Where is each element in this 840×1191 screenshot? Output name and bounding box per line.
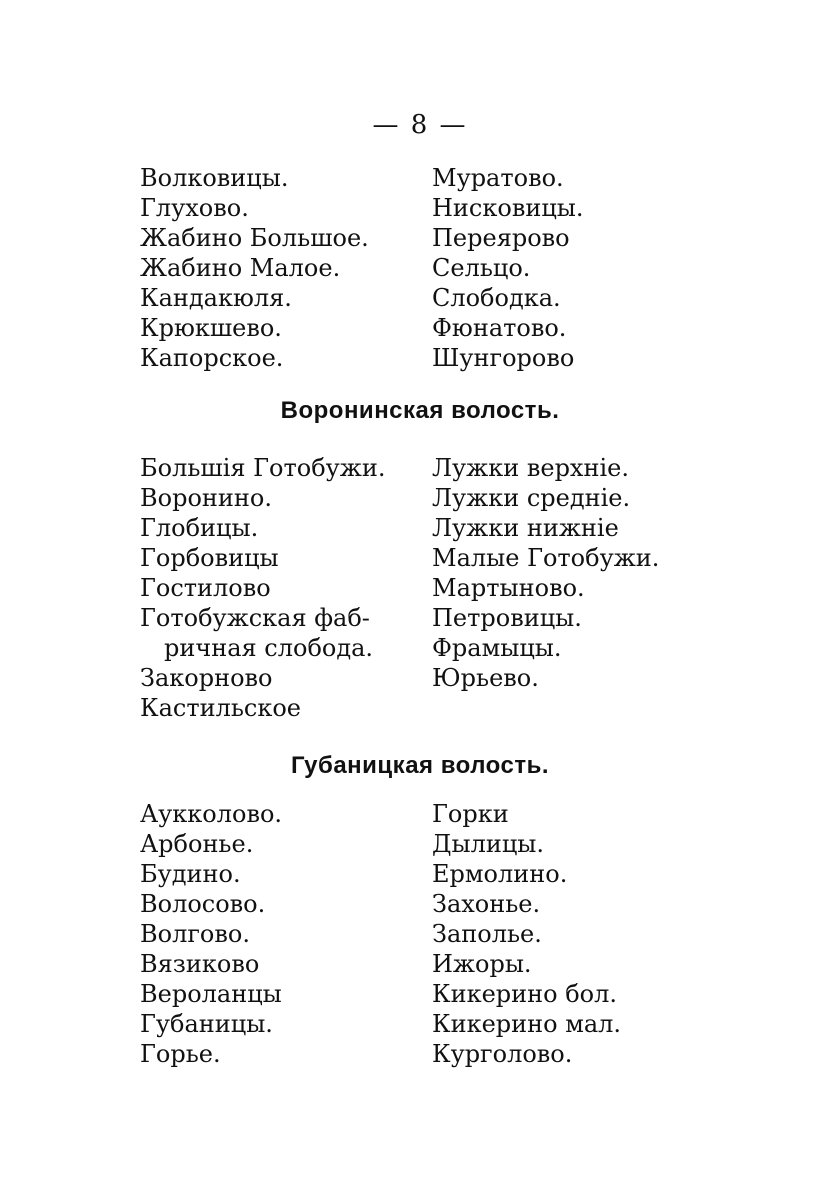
village-name: Готобужская фаб- [140,604,370,632]
village-name: Волосово. [140,890,266,918]
village-name: Арбонье. [140,830,254,858]
village-name: Губаницы. [140,1010,273,1038]
village-name: Сельцо. [432,254,531,282]
village-name: Большія Готобужи. [140,454,386,482]
village-name: Будино. [140,860,241,888]
village-name: Малые Готобужи. [432,544,660,572]
section-heading-voroninskaya: Воронинская волость. [280,397,560,424]
village-name: Горье. [140,1040,221,1068]
left-column [140,799,432,1069]
village-name: Ермолино. [432,860,568,888]
village-name: Волгово. [140,920,250,948]
village-name: Крюкшево. [140,314,282,342]
village-name: Мартыново. [432,574,585,602]
village-name: Аукколово. [140,800,283,828]
right-column [432,799,692,1069]
village-name: Дылицы. [432,830,545,858]
village-name: Капорское. [140,344,284,372]
village-name: Кастильское [140,694,302,722]
village-name: Жабино Большое. [140,224,369,252]
village-name: Шунгорово [432,344,575,372]
right-column [432,163,692,373]
village-name: Кикерино бол. [432,980,617,1008]
village-columns [140,799,700,1069]
village-name: Лужки верхніе. [432,454,629,482]
village-name: Кандакюля. [140,284,292,312]
village-name: Жабино Малое. [140,254,341,282]
village-name: Глобицы. [140,514,259,542]
village-name: Курголово. [432,1040,573,1068]
village-name: Переярово [432,224,570,252]
village-name: Воронино. [140,484,272,512]
village-list-section-3 [140,799,700,1069]
village-name: Лужки средніе. [432,484,631,512]
village-name: Нисковицы. [432,194,584,222]
village-name: Юрьево. [432,664,539,692]
village-name: Муратово. [432,164,564,192]
village-list-section-2 [140,453,700,723]
village-name: Горбовицы [140,544,279,572]
village-list-section-1 [140,163,700,373]
village-name: Слободка. [432,284,561,312]
village-name: Захонье. [432,890,541,918]
village-name-continuation: ричная слобода. [164,634,374,662]
right-column [432,453,692,723]
page-number: — 8 — [372,110,468,140]
village-name: Ижоры. [432,950,532,978]
left-column [140,163,432,373]
village-name: Кикерино мал. [432,1010,622,1038]
village-columns [140,163,700,373]
village-columns [140,453,700,723]
village-name: Лужки нижніе [432,514,619,542]
village-name: Фрамыцы. [432,634,562,662]
village-name: Петровицы. [432,604,582,632]
village-name: Глухово. [140,194,249,222]
village-name: Горки [432,800,509,828]
village-name: Закорново [140,664,273,692]
village-name: Волковицы. [140,164,289,192]
village-name: Заполье. [432,920,542,948]
section-heading-gubanitskaya: Губаницкая волость. [290,752,550,779]
left-column [140,453,432,723]
village-name: Фюнатово. [432,314,567,342]
village-name: Вязиково [140,950,260,978]
village-name: Гостилово [140,574,271,602]
village-name: Вероланцы [140,980,282,1008]
